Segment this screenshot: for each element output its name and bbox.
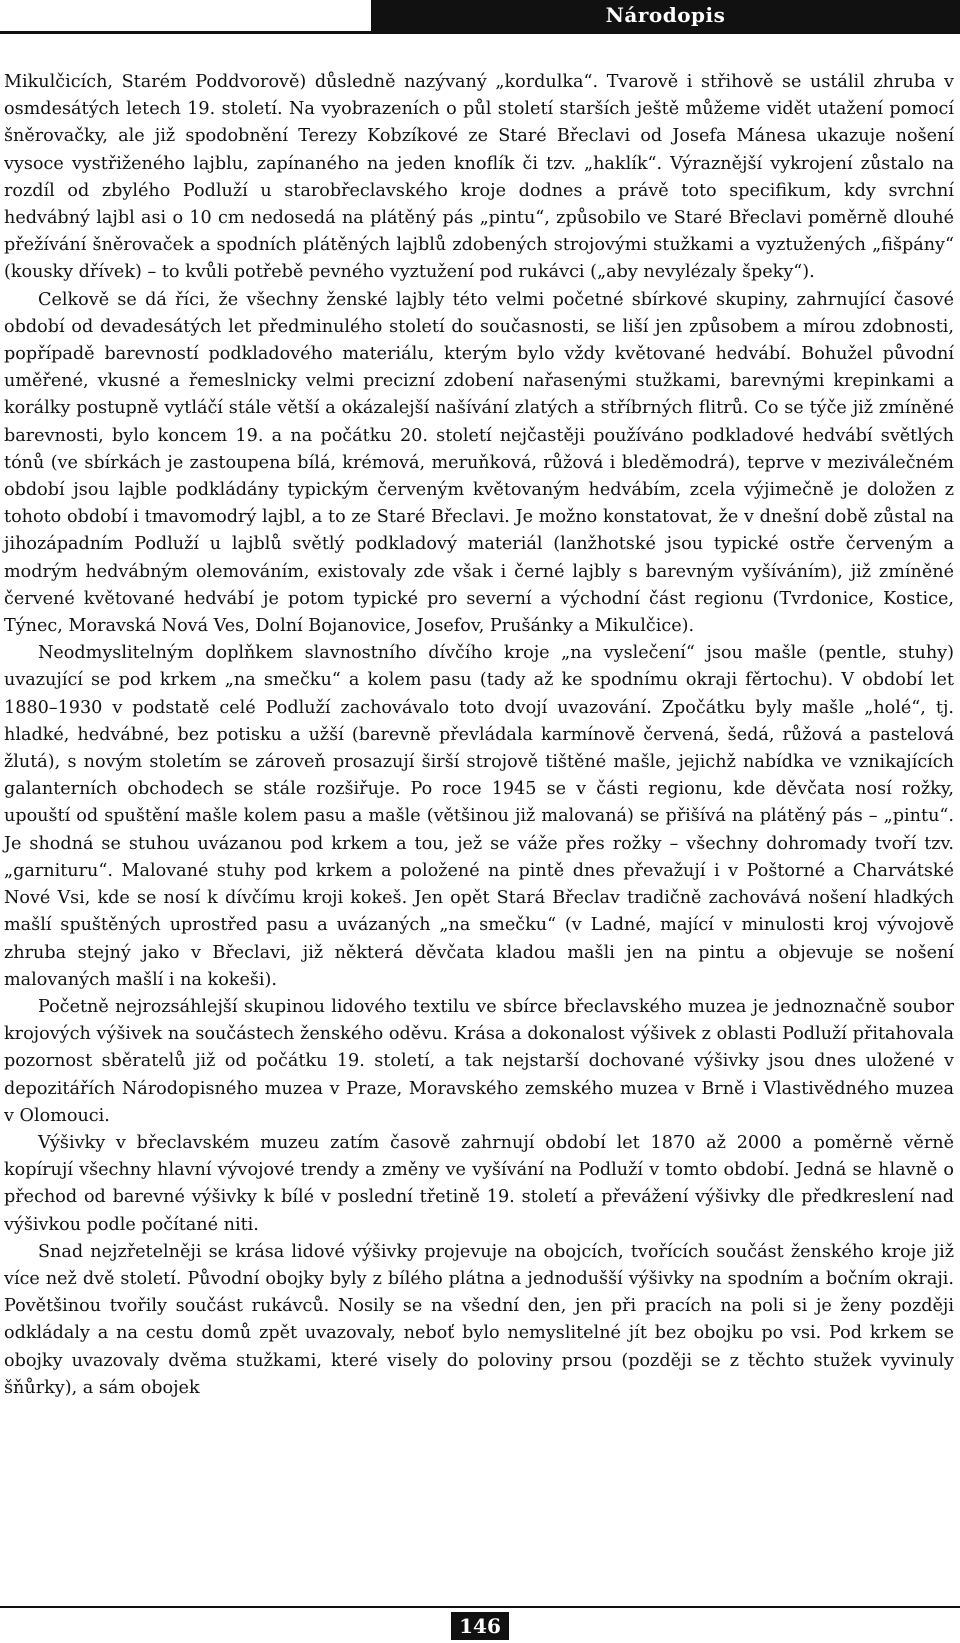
paragraph: Neodmyslitelným doplňkem slavnostního dívčího kroje „na vyslečení“ jsou mašle (pentle, stuhy) uvazující se pod krkem „na smečku“ a kolem pasu (tady až ke spodnímu okraji fěrtochu). V období let 1880–1930 v podstatě celé Podluží zachovávalo toto dvojí uvazování. Zpočátku byly mašle „holé“, tj. hladké, hedvábné, bez potisku a užší (barevně převládala karmínově červená, šedá, růžová a pastelová žlutá), s novým stoletím se zároveň prosazují širší strojově tištěné mašle, jejichž nabídka ve vznikajících galanterních obchodech se stále rozšiřuje. Po roce 1945 se v části regionu, kde děvčata nosí rožky, upouští od spuštění mašle kolem pasu a mašle (většinou již malovaná) se přišívá na plátěný pás – „pintu“. Je shodná se stuhou uvázanou pod krkem a tou, jež se váže přes rožky – všechny dohromady tvoří tzv. „garnituru“. Malované stuhy pod krkem a položené na pintě dnes převažují i v Poštorné a Charvátské Nové Vsi, kde se nosí k dívčímu kroji kokeš. Jen opět Stará Břeclav tradičně zachovává nošení hladkých mašlí spuštěných uprostřed pasu a uvázaných „na smečku“ (v Ladné, mající v minulosti kroj vývojově zhruba stejný jako v Břeclavi, již některá děvčata kladou mašli jen na pintu a objevuje se nošení malovaných mašlí i na kokeši). xyxy=(4,643,954,990)
paragraph: Výšivky v břeclavském muzeu zatím časově zahrnují období let 1870 až 2000 a poměrně věrně kopírují všechny hlavní vývojové trendy a změny ve vyšívání na Podluží v tomto období. Jedná se hlavně o přechod od barevné výšivky k bílé v poslední třetině 19. století a převážení výšivky dle předkreslení nad výšivkou podle počítané niti. xyxy=(4,1132,954,1235)
paragraph: Mikulčicích, Starém Poddvorově) důsledně nazývaný „kordulka“. Tvarově i střihově se ustálil zhruba v osmdesátých letech 19. století. Na vyobrazeních o půl století starších ještě můžeme vidět utažení pomocí šněrovačky, ale již spodobnění Terezy Kobzíkové ze Staré Břeclavi od Josefa Mánesa ukazuje nošení vysoce vystřiženého lajblu, zapínaného na jeden knoflík či tzv. „haklík“. Výraznější vykrojení zůstalo na rozdíl od zbylého Podluží u starobřeclavského kroje dodnes a právě toto specifikum, kdy svrchní hedvábný lajbl asi o 10 cm nedosedá na plátěný pás „pintu“, způsobilo ve Staré Břeclavi poměrně dlouhé přežívání šněrovaček a spodních plátěných lajblů zdobených strojovými stužkami a vyztužených „fišpány“ (kousky dřívek) – to kvůli potřebě pevného vyztužení pod rukávci („aby nevylézaly špeky“). xyxy=(4,72,954,283)
footer-rule xyxy=(0,1606,960,1608)
paragraph: Celkově se dá říci, že všechny ženské lajbly této velmi početné sbírkové skupiny, zahrnující časové období od devadesátých let předminulého století do současnosti, se liší jen způsobem a mírou zdobnosti, popřípadě barevností podkladového materiálu, kterým bylo vždy květované hedvábí. Bohužel původní uměřené, vkusné a řemeslnicky velmi precizní zdobení nařasenými stužkami, barevnými krepinkami a korálky postupně vytláčí stále větší a okázalejší našívání zlatých a stříbrných flitrů. Co se týče již zmíněné barevnosti, bylo koncem 19. a na počátku 20. století nejčastěji používáno podkladové hedvábí světlých tónů (ve sbírkách je zastoupena bílá, krémová, meruňková, růžová i bleděmodrá), teprve v meziválečném období jsou lajble podkládány typickým červeným květovaným hedvábím, zcela výjimečně je doložen z tohoto období i tmavomodrý lajbl, a to ze Staré Břeclavi. Je možno konstatovat, že v dnešní době zůstal na jihozápadním Podluží u lajblů světlý podkladový materiál (lanžhotské jsou typické ostře červeným a modrým hedvábným olemováním, existovaly zde však i černé lajbly s barevným vyšíváním), již zmíněné červené květované hedvábí je potom typické pro severní a východní část regionu (Tvrdonice, Kostice, Týnec, Moravská Nová Ves, Dolní Bojanovice, Josefov, Prušánky a Mikulčice). xyxy=(4,289,954,637)
header-rule xyxy=(0,31,960,34)
page-number: 146 xyxy=(451,1612,509,1640)
section-header xyxy=(371,0,960,31)
paragraph: Početně nejrozsáhlejší skupinou lidového textilu ve sbírce břeclavského muzea je jednoznačně soubor krojových výšivek na součástech ženského oděvu. Krása a dokonalost výšivek z oblasti Podluží přitahovala pozornost sběratelů již od počátku 19. století, a tak nejstarší dochované výšivky jsou dnes uložené v depozitářích Národopisného muzea v Praze, Moravského zemského muzea v Brně i Vlastivědného muzea v Olomouci. xyxy=(4,996,954,1126)
section-title: Národopis xyxy=(605,3,726,27)
paragraph: Snad nejzřetelněji se krása lidové výšivky projevuje na obojcích, tvořících součást ženského kroje již více než dvě století. Původní obojky byly z bílého plátna a jednodušší výšivky na spodním a bočním okraji. Povětšinou tvořily součást rukávců. Nosily se na všední den, jen při pracích na poli si je ženy později odkládaly a na cestu domů zpět uvazovaly, neboť bylo nemyslitelné jít bez obojku po vsi. Pod krkem se obojky uvazovaly dvěma stužkami, které visely do poloviny prsou (později se z těchto stužek vyvinuly šňůrky), a sám obojek xyxy=(4,1241,954,1398)
article-body xyxy=(4,69,954,1402)
